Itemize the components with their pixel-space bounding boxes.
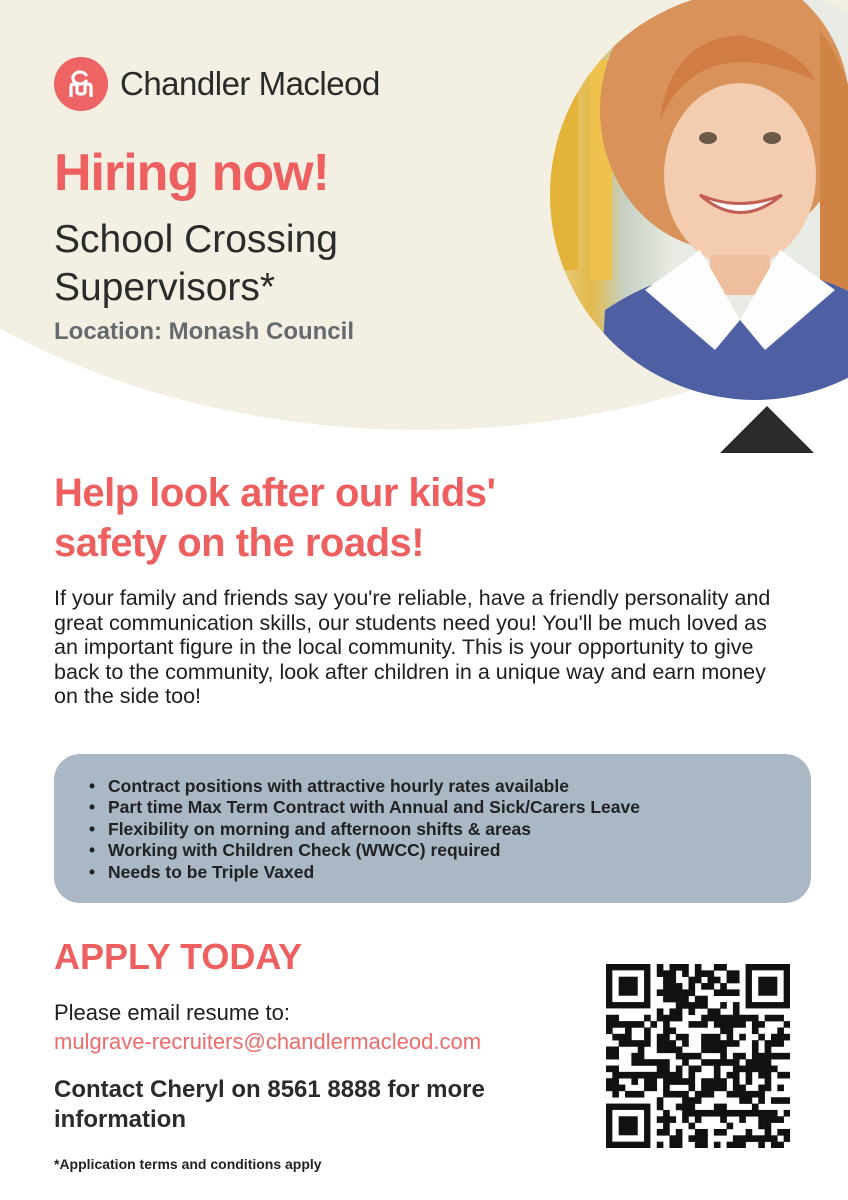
terms-note: *Application terms and conditions apply bbox=[54, 1156, 322, 1172]
apply-heading: APPLY TODAY bbox=[54, 936, 303, 977]
email-link[interactable]: mulgrave-recruiters@chandlermacleod.com bbox=[54, 1029, 482, 1054]
decorative-triangle bbox=[720, 406, 814, 453]
role-title: School Crossing Supervisors* bbox=[54, 218, 338, 309]
child-photo bbox=[550, 0, 848, 400]
hiring-headline: Hiring now! bbox=[54, 144, 329, 202]
qr-finder-pattern bbox=[749, 967, 787, 1005]
safety-headline-line2: safety on the roads! bbox=[54, 521, 425, 565]
contact-info: Contact Cheryl on 8561 8888 for more information bbox=[54, 1076, 485, 1133]
benefit-item: • Flexibility on morning and afternoon shifts & areas bbox=[108, 819, 811, 840]
benefit-item: • Needs to be Triple Vaxed bbox=[108, 862, 811, 883]
email-label: Please email resume to: bbox=[54, 1000, 290, 1025]
benefits-box bbox=[54, 754, 811, 903]
safety-headline bbox=[54, 468, 496, 568]
intro-paragraph: If your family and friends say you're reliable, have a friendly personality and great communication skills, our students need you! You'll be much loved as an important figure in the local community. This is your opportunity to give back to the community, look after children in a unique way and earn money on the side too! bbox=[54, 586, 771, 708]
benefit-item: • Contract positions with attractive hourly rates available bbox=[108, 776, 811, 797]
qr-finder-pattern bbox=[609, 1107, 647, 1145]
qr-finder-pattern bbox=[609, 967, 647, 1005]
location-text: Location: Monash Council bbox=[54, 318, 354, 345]
benefit-item: • Part time Max Term Contract with Annual and Sick/Carers Leave bbox=[108, 797, 811, 818]
brand-logo bbox=[54, 57, 380, 111]
benefit-item: • Working with Children Check (WWCC) required bbox=[108, 840, 811, 861]
benefits-list bbox=[108, 776, 811, 883]
chandler-macleod-logo-icon bbox=[54, 57, 108, 111]
brand-name: Chandler Macleod bbox=[120, 65, 380, 102]
qr-code[interactable] bbox=[606, 964, 790, 1148]
safety-headline-line1: Help look after our kids' bbox=[54, 471, 496, 515]
